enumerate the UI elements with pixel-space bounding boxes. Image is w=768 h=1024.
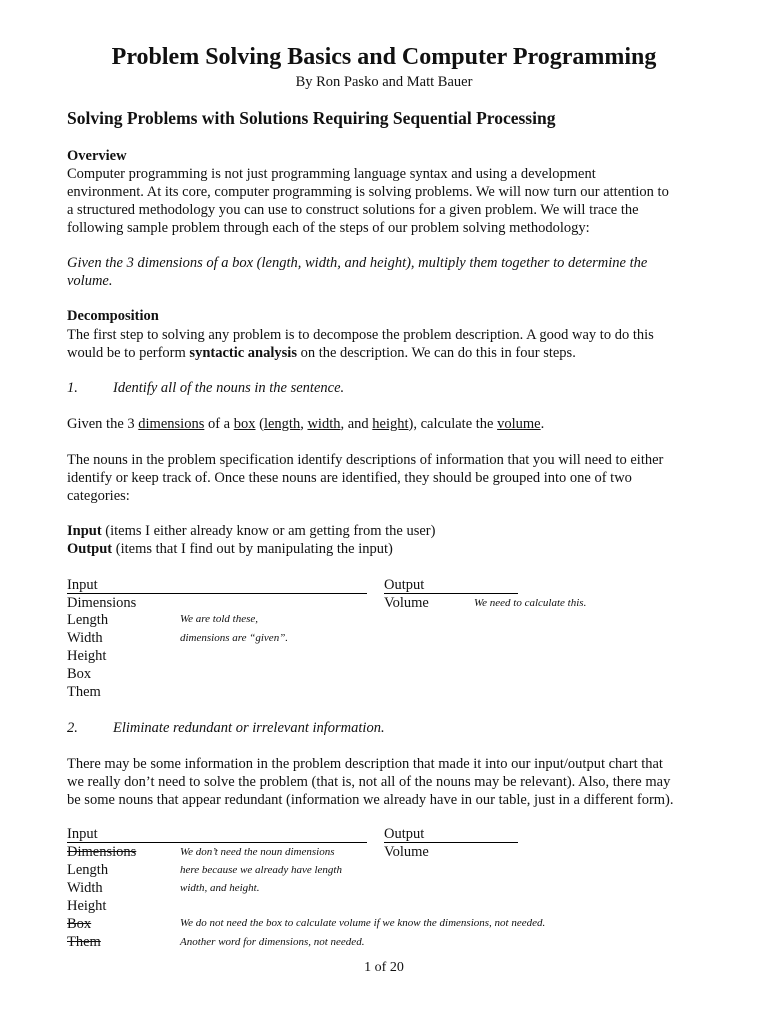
table2-input-item-struck: Dimensions (67, 844, 137, 860)
overview-line-3: a structured methodology you can use to construct solutions for a given problem. We will trace the (67, 202, 639, 218)
table2-input-item-struck: Them (67, 934, 101, 950)
nouns-para-line-3: categories: (67, 488, 130, 504)
table1-input-item: Height (67, 648, 107, 664)
table1-input-item: Them (67, 684, 101, 700)
sentence-text: ), calculate the (408, 416, 498, 432)
problem-statement-line-1: Given the 3 dimensions of a box (length, width, and height), multiply them together to determine the (67, 255, 648, 271)
noun-sentence (67, 415, 544, 433)
table2-input-item-struck: Box (67, 916, 92, 932)
redundant-para-line-3: be some nouns that appear redundant (information we already have in our table, just in a different form). (67, 792, 674, 808)
decomposition-line-1: The first step to solving any problem is to decompose the problem description. A good way to do this (67, 327, 654, 343)
overview-heading: Overview (67, 148, 127, 164)
problem-statement-line-2: volume. (67, 273, 113, 289)
overview-line-4: following sample problem through each of the steps of our problem solving methodology: (67, 220, 590, 236)
output-category-desc: (items that I find out by manipulating the input) (112, 541, 393, 557)
noun-box: box (233, 416, 256, 432)
table2-dims-note-3: width, and height. (180, 882, 260, 894)
input-category-label: Input (67, 523, 102, 539)
syntactic-analysis-term: syntactic analysis (189, 345, 297, 361)
noun-volume: volume (497, 416, 541, 432)
step-2-text: Eliminate redundant or irrelevant information. (113, 720, 385, 736)
table2-them-note: Another word for dimensions, not needed. (180, 936, 365, 948)
table1-input-header: Input (67, 577, 98, 593)
table1-input-item: Box (67, 666, 92, 682)
noun-dimensions: dimensions (138, 416, 205, 432)
sentence-text: of a (204, 416, 234, 432)
page-number: 1 of 20 (364, 960, 404, 975)
table1-input-item: Length (67, 612, 109, 628)
authors-line: By Ron Pasko and Matt Bauer (295, 74, 473, 90)
section-title: Solving Problems with Solutions Requiring Sequential Processing (67, 108, 556, 128)
table2-dims-note-1: We don’t need the noun dimensions (180, 846, 335, 858)
table1-given-note-1: We are told these, (180, 613, 259, 625)
decomposition-line-2 (67, 344, 576, 362)
table2-input-item: Width (67, 880, 103, 896)
table2-dims-note-2: here because we already have length (180, 864, 342, 876)
sentence-text: , and (340, 416, 373, 432)
table1-output-note: We need to calculate this. (474, 597, 587, 609)
redundant-para-line-1: There may be some information in the problem description that made it into our input/output chart that (67, 756, 663, 772)
sentence-text: , (300, 416, 308, 432)
table2-input-item: Height (67, 898, 107, 914)
sentence-text: Given the 3 (67, 416, 139, 432)
step-1-number: 1. (67, 380, 78, 396)
input-category-desc: (items I either already know or am getting from the user) (101, 523, 436, 539)
table1-output-header: Output (384, 577, 425, 593)
table2-box-note: We do not need the box to calculate volume if we know the dimensions, not needed. (180, 917, 546, 929)
noun-height: height (372, 416, 409, 432)
table2-output-header: Output (384, 826, 425, 842)
noun-width: width (307, 416, 341, 432)
overview-line-1: Computer programming is not just programming language syntax and using a development (67, 166, 596, 182)
table1-given-note-2: dimensions are “given”. (180, 632, 289, 644)
redundant-para-line-2: we really don’t need to solve the problem (that is, not all of the nouns may be relevant). Also, there may (67, 774, 671, 790)
step-2-number: 2. (67, 720, 78, 736)
step-1-text: Identify all of the nouns in the sentence. (113, 380, 345, 396)
table1-input-item: Dimensions (67, 595, 137, 611)
table2-output-item: Volume (384, 844, 429, 860)
input-category (67, 522, 435, 540)
sentence-text: ( (255, 416, 264, 432)
nouns-para-line-2: identify or keep track of. Once these nouns are identified, they should be grouped into one of two (67, 470, 632, 486)
sentence-text: . (540, 416, 545, 432)
table2-input-header: Input (67, 826, 98, 842)
decomposition-heading: Decomposition (67, 308, 159, 324)
decomposition-line-2-start: would be to perform (67, 345, 190, 361)
overview-line-2: environment. At its core, computer programming is solving problems. We will now turn our attention to (67, 184, 669, 200)
output-category (67, 540, 393, 558)
table2-input-item: Length (67, 862, 109, 878)
nouns-para-line-1: The nouns in the problem specification identify descriptions of information that you will need to either (67, 452, 664, 468)
output-category-label: Output (67, 541, 113, 557)
decomposition-line-2-end: on the description. We can do this in four steps. (296, 345, 576, 361)
noun-length: length (263, 416, 301, 432)
document-title: Problem Solving Basics and Computer Programming (111, 44, 657, 70)
table1-input-item: Width (67, 630, 103, 646)
table1-output-item: Volume (384, 595, 429, 611)
